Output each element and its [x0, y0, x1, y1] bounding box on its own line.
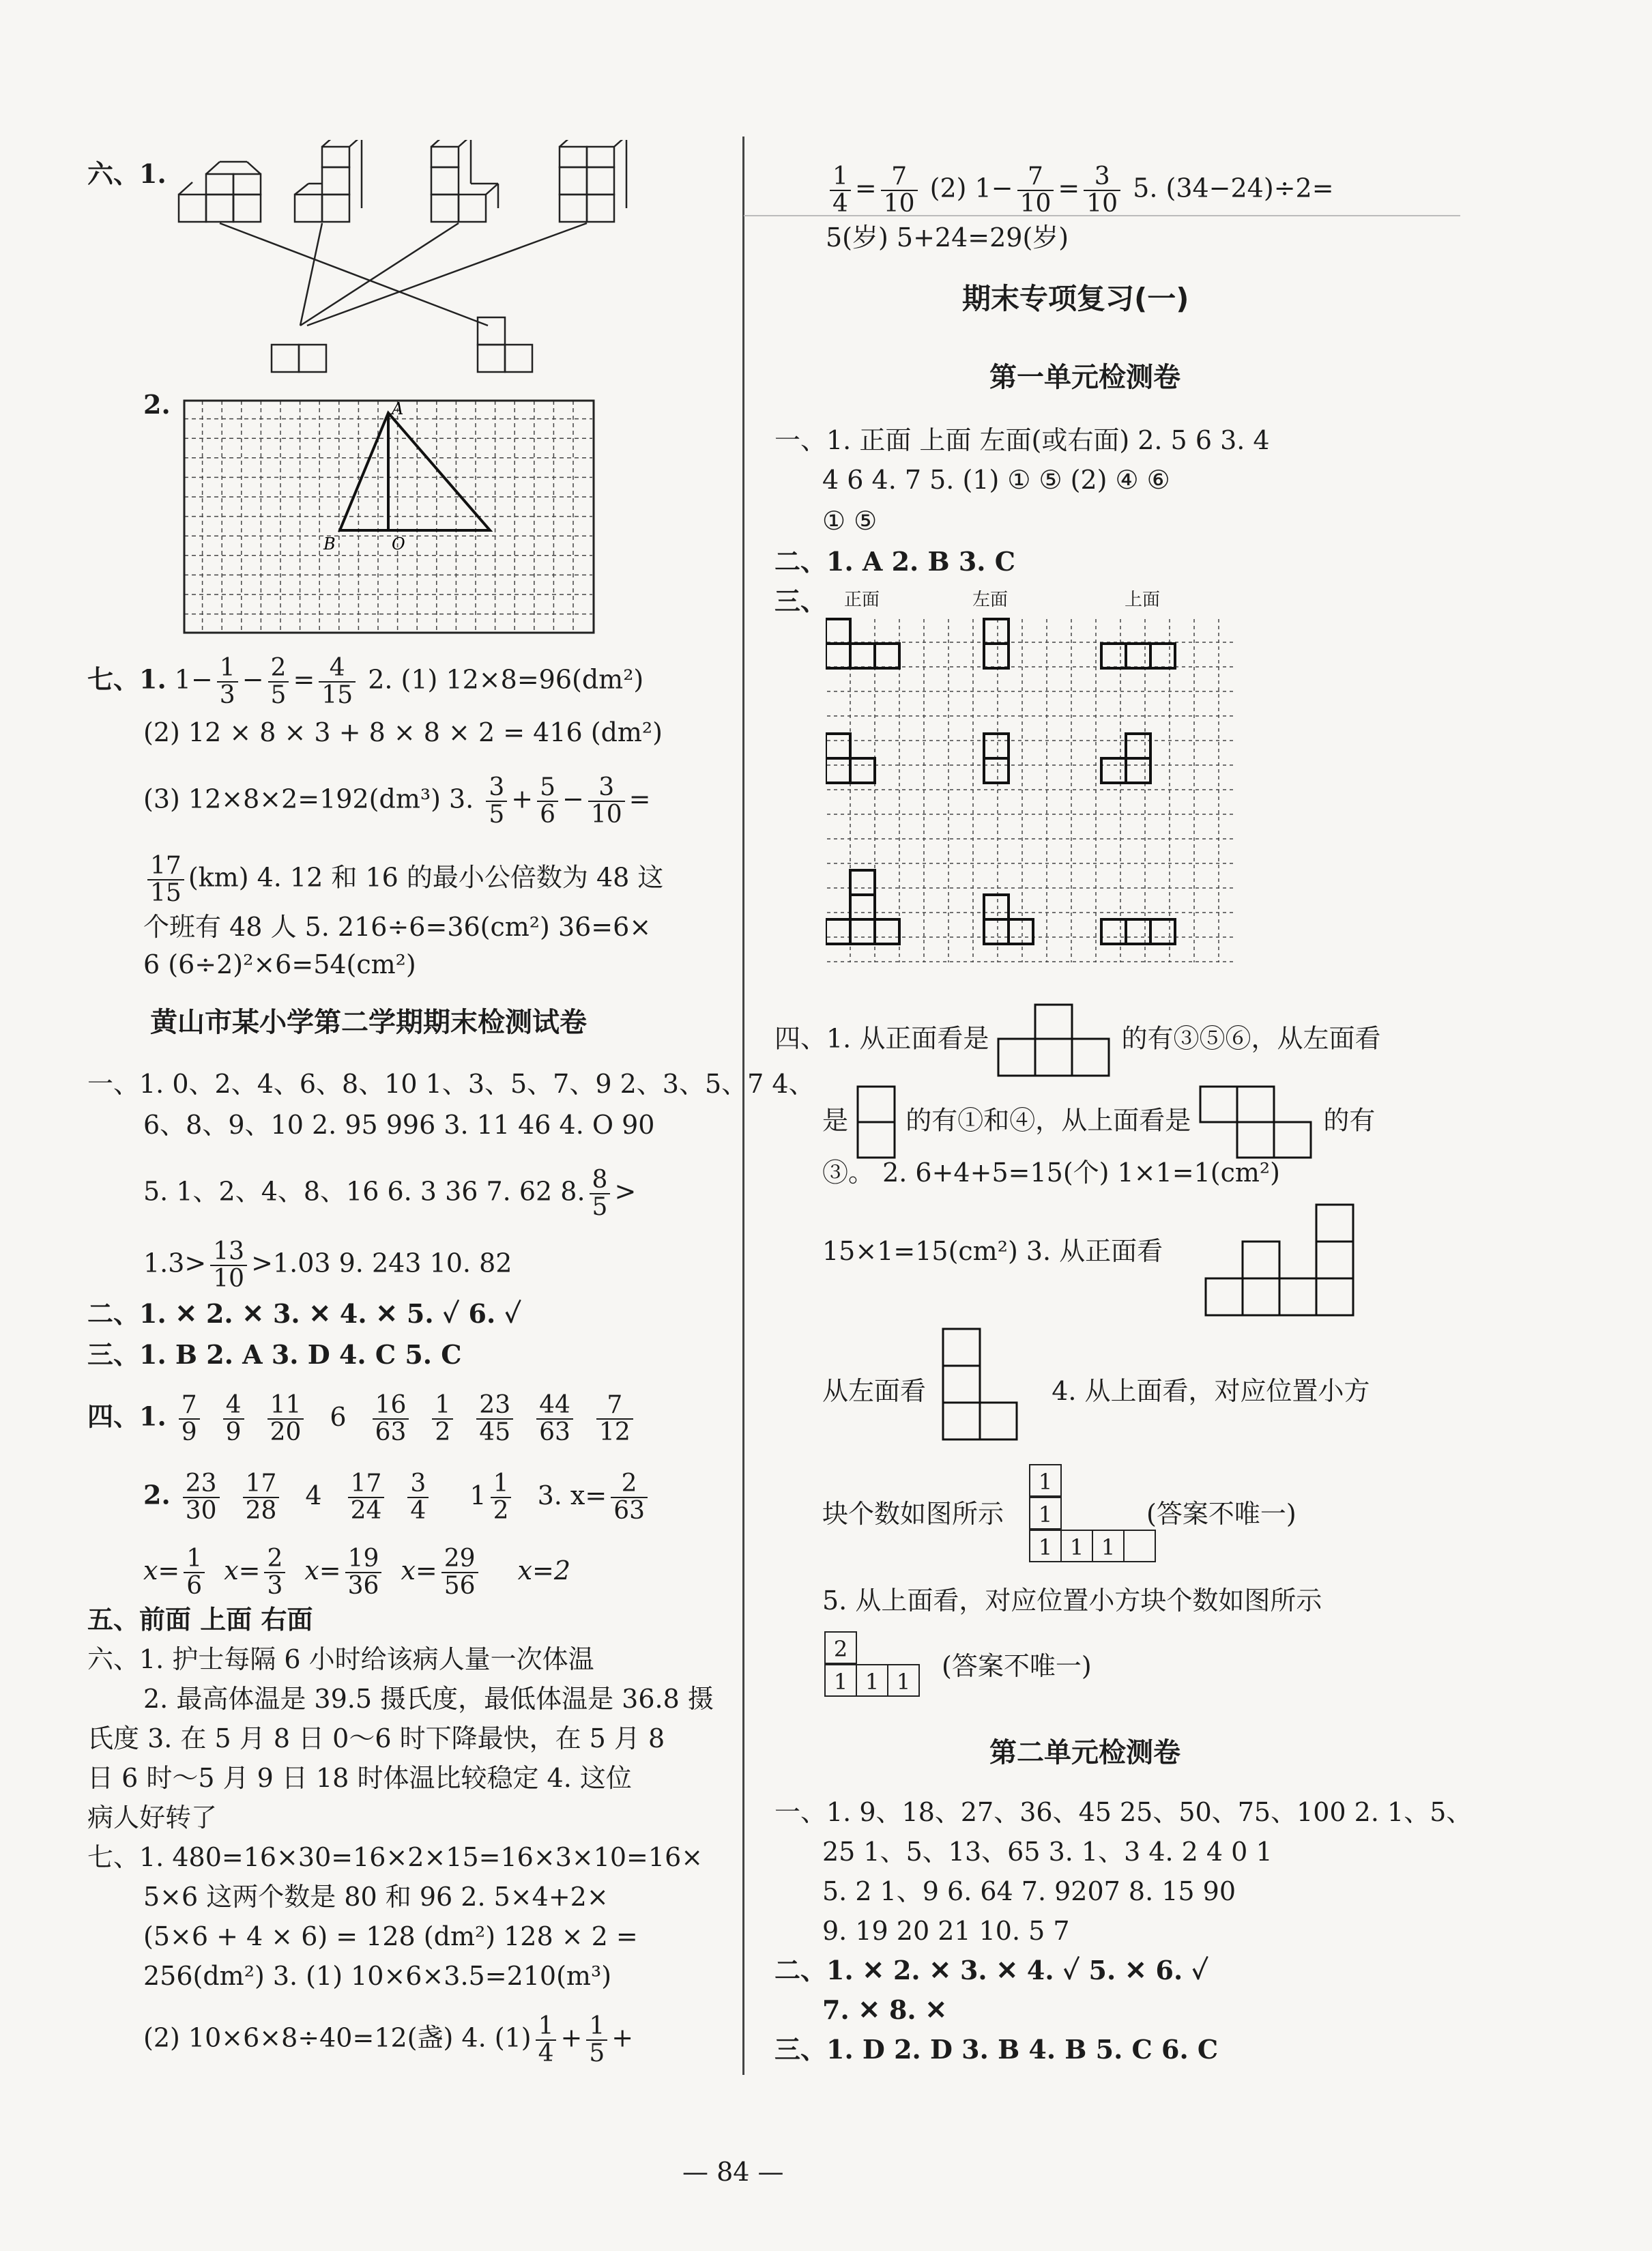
s6-line4: 日 6 时～5 月 9 日 18 时体温比较稳定 4. 这位: [87, 1763, 632, 1793]
count-cell: 1: [1029, 1530, 1062, 1562]
sec7-line3: (3) 12×8×2=192(dm³) 3. $\frac{3}{5}$ + $\frac{5}{6}$ − $\frac{3}{10}$ =: [143, 773, 651, 829]
sec6-label: 六、1.: [87, 158, 166, 189]
s7-line4: 256(dm²) 3. (1) 10×6×3.5=210(m³): [143, 1961, 612, 1991]
count-grid-1: [1029, 1464, 1155, 1562]
unit1-title: 第一单元检测卷: [989, 362, 1180, 393]
views-grid: [826, 618, 1235, 966]
unit2-title: 第二单元检测卷: [989, 1737, 1180, 1768]
u2-line4: 9. 19 20 21 10. 5 7: [822, 1916, 1070, 1946]
count-cell: 1: [887, 1664, 920, 1697]
front-view-answer: [1204, 1198, 1368, 1317]
fraction: $\frac{7}{12}$: [596, 1392, 633, 1446]
count-cell: 2: [824, 1631, 857, 1664]
u1s4-line2: 是 的有①和④，从上面看是 的有: [822, 1085, 1375, 1160]
fraction: $\frac{2}{3}$: [264, 1546, 285, 1599]
column-divider: [742, 137, 744, 2075]
sec7-line5: 个班有 48 人 5. 216÷6=36(cm²) 36=6×: [143, 912, 652, 942]
s2-line: 二、1. ✕ 2. ✕ 3. ✕ 4. ✕ 5. ✓ 6. ✓: [87, 1298, 521, 1329]
u1-line2: 4 6 4. 7 5. (1) ① ⑤ (2) ④ ⑥: [822, 465, 1170, 495]
fraction: $\frac{17}{28}$: [243, 1471, 280, 1524]
point-O: O: [392, 534, 405, 554]
u2-line1: 一、1. 9、18、27、36、45 25、50、75、100 2. 1、5、: [774, 1797, 1473, 1827]
fraction: $\frac{17}{24}$: [348, 1471, 385, 1524]
left-view-shape: [856, 1085, 897, 1160]
u1-line4: 二、1. A 2. B 3. C: [774, 546, 1016, 577]
fraction: $\frac{29}{56}$: [441, 1546, 478, 1599]
point-A: A: [392, 399, 404, 418]
exam-title: 黄山市某小学第二学期期末检测试卷: [150, 1007, 587, 1038]
fraction: $\frac{23}{45}$: [476, 1392, 513, 1446]
cube-figures: [171, 140, 730, 386]
s3-line: 三、1. B 2. A 3. D 4. C 5. C: [87, 1339, 462, 1370]
s4-row1: 四、1. $\frac{7}{9}$ $\frac{4}{9}$ $\frac{11}{20}$ 6 $\frac{16}{63}$ $\frac{1}{2}$ $\frac{23}{45}$ $\frac{44}{63}$ $\frac{7}{12}$: [87, 1392, 652, 1446]
count-cell: 1: [1092, 1530, 1125, 1562]
count-cell: 1: [1029, 1464, 1062, 1497]
cube-figure-4: [560, 140, 626, 222]
cube-figure-2: [295, 140, 362, 222]
s7-line5: (2) 10×6×8÷40=12(盏) 4. (1) $\frac{1}{4}$ + $\frac{1}{5}$ +: [143, 2012, 634, 2067]
s6-line1: 六、1. 护士每隔 6 小时给该病人量一次体温: [87, 1644, 594, 1674]
count-grid-2: [824, 1631, 918, 1697]
fraction: $\frac{19}{36}$: [345, 1546, 382, 1599]
s1-line1: 一、1. 0、2、4、6、8、10 1、3、5、7、9 2、3、5、7 4、: [87, 1069, 815, 1099]
s4-row2: 2. $\frac{23}{30}$ $\frac{17}{28}$ 4 $\frac{17}{24}$ $\frac{3}{4}$ 1 $\frac{1}{2}$ 3. x= $\frac{2}{63}$: [143, 1471, 652, 1524]
sec7-line6: 6 (6÷2)²×6=54(cm²): [143, 949, 416, 979]
fraction: $\frac{1}{2}$: [432, 1392, 453, 1446]
u2-line3: 5. 2 1、9 6. 64 7. 9207 8. 15 90: [822, 1876, 1236, 1906]
count-cell: 1: [824, 1664, 857, 1697]
u1-line1: 一、1. 正面 上面 左面(或右面) 2. 5 6 3. 4: [774, 425, 1270, 455]
fraction: $\frac{11}{20}$: [267, 1392, 304, 1446]
left-view-answer: [942, 1328, 1030, 1447]
u1s4-note1: (答案不唯一): [1146, 1499, 1296, 1529]
view-left-label: 左面: [972, 590, 1009, 610]
u1s4-note2: (答案不唯一): [942, 1651, 1092, 1681]
sec6-q2-label: 2.: [143, 389, 171, 420]
fraction: $\frac{3}{4}$: [407, 1471, 429, 1524]
s1-line3: 5. 1、2、4、8、16 6. 3 36 7. 62 8. $\frac{8}{5}$ >: [143, 1166, 637, 1221]
u1-line5: 三、: [774, 586, 827, 616]
s6-line5: 病人好转了: [87, 1803, 218, 1833]
cube-figure-1: [179, 162, 261, 222]
top-line1: $\frac{1}{4}$ = $\frac{7}{10}$ (2) 1− $\frac{7}{10}$ = $\frac{3}{10}$ 5. (34−24)÷2=: [826, 164, 1334, 217]
fraction: $\frac{16}{63}$: [373, 1392, 409, 1446]
s1-line4: 1.3> $\frac{13}{10}$ >1.03 9. 243 10. 82: [143, 1237, 512, 1293]
fraction: $\frac{7}{9}$: [179, 1392, 200, 1446]
count-cell: 1: [1060, 1530, 1093, 1562]
u1-line3: ① ⑤: [822, 506, 878, 536]
u2-line7: 三、1. D 2. D 3. B 4. B 5. C 6. C: [774, 2034, 1219, 2065]
fraction: $\frac{1}{6}$: [184, 1546, 205, 1599]
u2-line6: 7. ✕ 8. ✕: [822, 1994, 947, 2025]
view-top-label: 上面: [1125, 590, 1161, 610]
s7-line3: (5×6 + 4 × 6) = 128 (dm²) 128 × 2 =: [143, 1921, 638, 1951]
sec7-line4: $\frac{17}{15}$ (km) 4. 12 和 16 的最小公倍数为 48 这: [143, 853, 663, 906]
sec7-line2: (2) 12 × 8 × 3 + 8 × 8 × 2 = 416 (dm²): [143, 717, 663, 747]
s7-line2: 5×6 这两个数是 80 和 96 2. 5×4+2×: [143, 1882, 609, 1912]
sec7-line1: 七、1. 1− $\frac{1}{3}$ − $\frac{2}{5}$ = $\frac{4}{15}$ 2. (1) 12×8=96(dm²): [87, 654, 644, 709]
triangle-grid: [183, 399, 599, 638]
fraction: $\frac{44}{63}$: [536, 1392, 573, 1446]
top-view-shape: [1199, 1085, 1315, 1160]
u1s4-line7: 5. 从上面看，对应位置小方块个数如图所示: [822, 1586, 1322, 1616]
u1s4-line6: 块个数如图所示: [822, 1499, 1004, 1529]
s6-line3: 氏度 3. 在 5 月 8 日 0～6 时下降最快，在 5 月 8: [87, 1723, 665, 1753]
u2-line2: 25 1、5、13、65 3. 1、3 4. 2 4 0 1: [822, 1837, 1273, 1867]
count-cell: [1123, 1530, 1156, 1562]
u1s4-line4: 15×1=15(cm²) 3. 从正面看: [822, 1236, 1163, 1266]
u2-line5: 二、1. ✕ 2. ✕ 3. ✕ 4. ✓ 5. ✕ 6. ✓: [774, 1955, 1208, 1985]
fraction: $\frac{23}{30}$: [183, 1471, 220, 1524]
review-title: 期末专项复习(一): [962, 282, 1189, 315]
point-B: B: [323, 534, 336, 554]
s5-line: 五、前面 上面 右面: [87, 1604, 313, 1635]
s6-line2: 2. 最高体温是 39.5 摄氏度，最低体温是 36.8 摄: [143, 1684, 714, 1714]
count-cell: 1: [856, 1664, 888, 1697]
view-front-label: 正面: [844, 590, 880, 610]
s1-line2: 6、8、9、10 2. 95 996 3. 11 46 4. O 90: [143, 1110, 655, 1140]
u1s4-line1: 四、1. 从正面看是 的有③⑤⑥，从左面看: [774, 1003, 1381, 1078]
u1s4-line3: ③。 2. 6+4+5=15(个) 1×1=1(cm²): [822, 1158, 1280, 1188]
page-number: — 84 —: [682, 2157, 784, 2187]
s7-line1: 七、1. 480=16×30=16×2×15=16×3×10=16×: [87, 1842, 704, 1872]
u1s4-line5: 从左面看 4. 从上面看，对应位置小方: [822, 1376, 1370, 1406]
front-view-shape: [997, 1003, 1113, 1078]
cube-figure-3: [431, 140, 498, 222]
s4-xrow: x= $\frac{1}{6}$ x= $\frac{2}{3}$ x= $\frac{19}{36}$ x= $\frac{29}{56}$ x=2: [143, 1545, 571, 1600]
count-cell: 1: [1029, 1497, 1062, 1530]
top-line2: 5(岁) 5+24=29(岁): [826, 223, 1069, 253]
fraction: $\frac{4}{9}$: [223, 1392, 244, 1446]
